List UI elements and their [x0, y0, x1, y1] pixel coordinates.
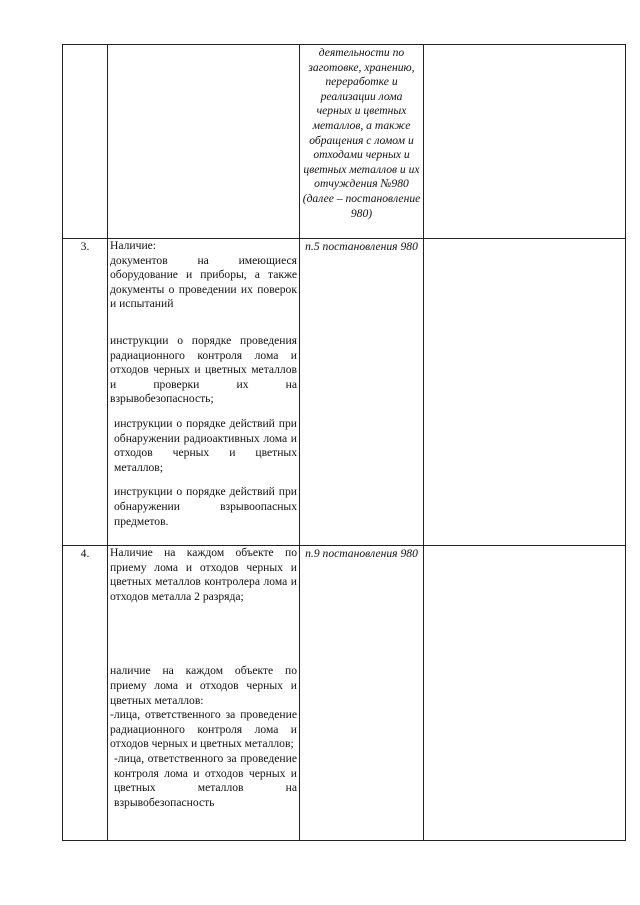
- requirement-item: -лица, ответственного за проведение радиационного контроля лома и отходов черных и цветных металлов;: [110, 708, 297, 751]
- requirement-item: инструкции о порядке действий при обнаружении радиоактивных лома и отходов черных и цветных металлов;: [114, 416, 297, 474]
- legal-reference-cell: п.9 постановления 980: [300, 546, 424, 841]
- requirement-item: документов на имеющиеся оборудование и приборы, а также документы о проведении их поверок и испытаний: [110, 253, 297, 311]
- requirement-item: инструкции о порядке проведения радиационного контроля лома и отходов черных и цветных металлов и проверки их на взрывобезопасность;: [110, 333, 297, 406]
- answer-cell: [424, 239, 626, 546]
- checklist-table: [62, 44, 626, 841]
- table-row: [63, 546, 626, 841]
- requirement-cell: [108, 45, 300, 239]
- requirement-item: Наличие на каждом объекте по приему лома и отходов черных и цветных металлов контролера лома и отходов металла 2 разряда;: [110, 546, 297, 603]
- requirement-item: -лица, ответственного за проведение контроля лома и отходов черных и цветных металлов на взрывобезопасность: [114, 751, 297, 809]
- answer-cell: [424, 45, 626, 239]
- legal-reference-cell: п.5 постановления 980: [300, 239, 424, 546]
- table-row: [63, 45, 626, 239]
- row-number-cell: [63, 45, 108, 239]
- legal-reference-cell: деятельности по заготовке, хранению, переработке и реализации лома черных и цветных металлов, а также обращения с ломом и отходами черных и цветных металлов и их отчуждения №980 (далее – постановление 980): [300, 45, 424, 239]
- row-number-cell: 4.: [63, 546, 108, 841]
- checklist-table-container: [62, 44, 625, 841]
- row-number-cell: 3.: [63, 239, 108, 546]
- requirement-cell: [108, 239, 300, 546]
- requirement-cell: [108, 546, 300, 841]
- requirement-heading: Наличие:: [110, 239, 157, 252]
- requirement-item: инструкции о порядке действий при обнаружении взрывоопасных предметов.: [114, 485, 297, 528]
- answer-cell: [424, 546, 626, 841]
- requirement-item: наличие на каждом объекте по приему лома и отходов черных и цветных металлов:: [110, 664, 297, 707]
- table-row: [63, 239, 626, 546]
